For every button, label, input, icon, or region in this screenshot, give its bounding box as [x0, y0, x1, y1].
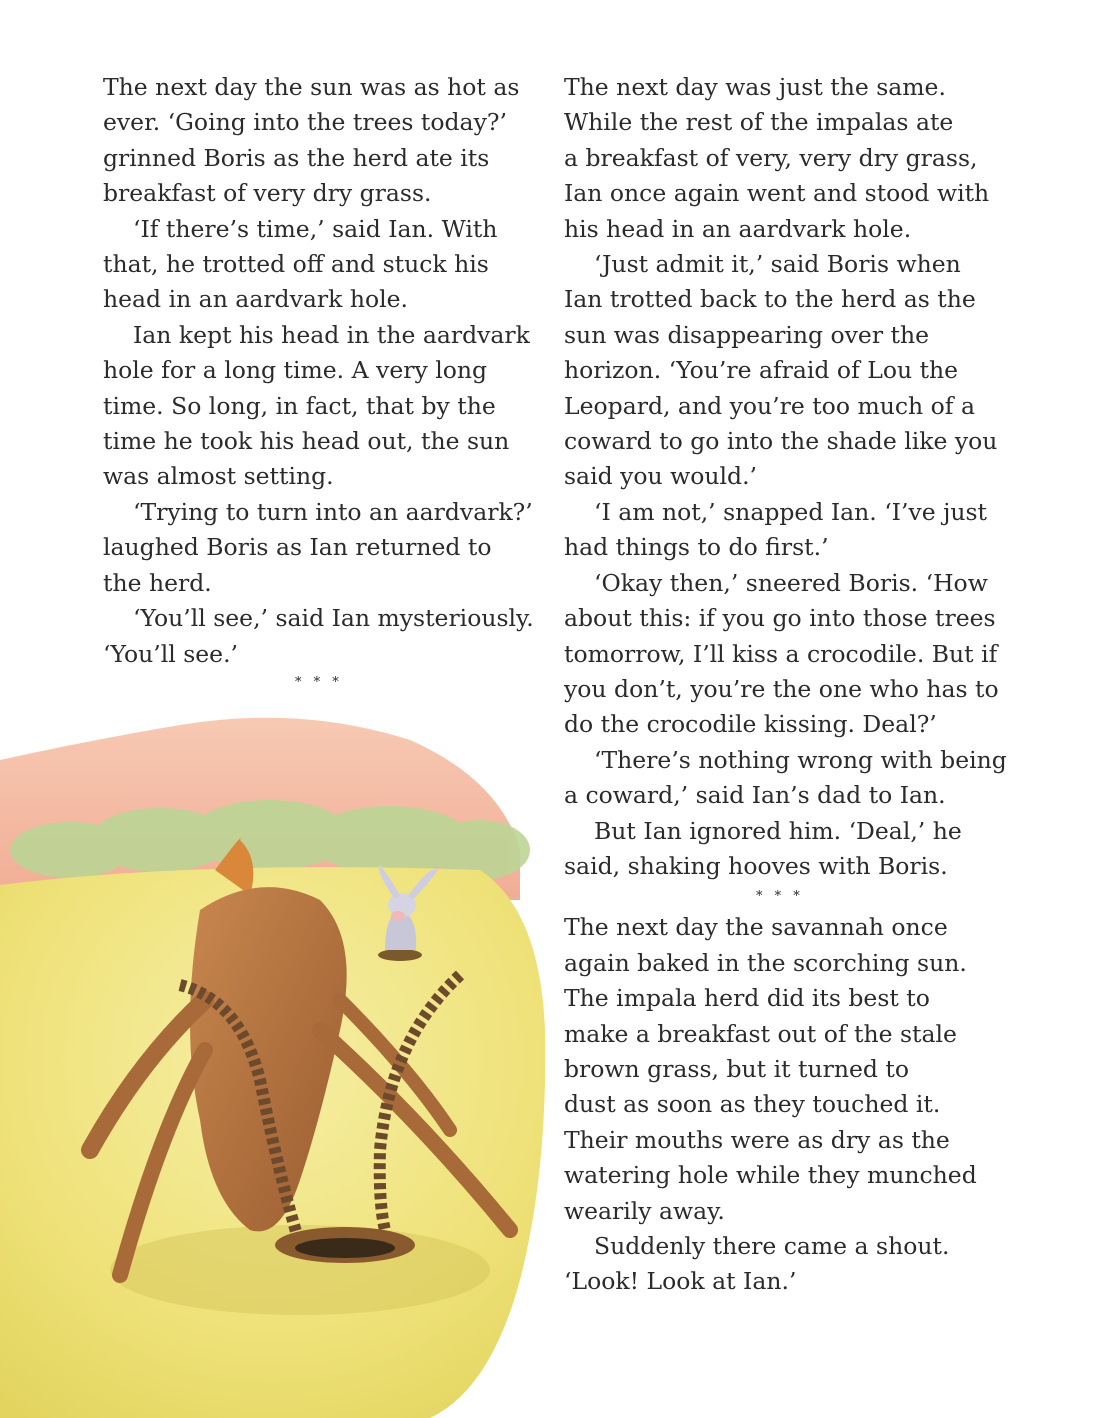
text-line: The next day the savannah once — [564, 913, 948, 942]
text-line: The next day was just the same. — [564, 73, 946, 101]
text-line: ‘There’s nothing wrong with being — [594, 745, 1007, 774]
text-line: Ian once again went and stood with — [564, 179, 990, 208]
left-text-column — [103, 70, 533, 694]
text-line: Their mouths were as dry as the — [564, 1125, 950, 1154]
text-line: While the rest of the impalas ate — [564, 108, 954, 137]
text-line: Suddenly there came a shout. — [594, 1232, 950, 1260]
text-line: ‘Just admit it,’ said Boris when — [594, 250, 961, 279]
text-line: brown grass, but it turned to — [564, 1054, 909, 1083]
text-line: head in an aardvark hole. — [103, 285, 409, 314]
text-line: that, he trotted off and stuck his — [103, 250, 489, 279]
text-line: ever. ‘Going into the trees today?’ — [103, 108, 507, 137]
text-line: his head in an aardvark hole. — [564, 214, 912, 243]
text-line: make a breakfast out of the stale — [564, 1019, 957, 1048]
text-line: But Ian ignored him. ‘Deal,’ he — [594, 816, 962, 845]
text-line: ‘Trying to turn into an aardvark?’ — [133, 497, 533, 526]
text-line: about this: if you go into those trees — [564, 604, 996, 633]
text-line: watering hole while they munched — [564, 1161, 977, 1190]
text-line: was almost setting. — [103, 462, 334, 491]
text-line: Ian trotted back to the herd as the — [564, 285, 976, 314]
text-line: wearily away. — [564, 1196, 725, 1225]
text-line: the herd. — [103, 568, 212, 597]
text-line: dust as soon as they touched it. — [564, 1090, 941, 1119]
text-line: you don’t, you’re the one who has to — [564, 674, 999, 703]
text-line: horizon. ‘You’re afraid of Lou the — [564, 356, 959, 385]
text-line: Ian kept his head in the aardvark — [133, 320, 530, 349]
text-line: ‘I am not,’ snapped Ian. ‘I’ve just — [594, 497, 988, 526]
text-line: time he took his head out, the sun — [103, 427, 510, 456]
text-line: coward to go into the shade like you — [564, 427, 998, 456]
right-text-column — [564, 70, 1007, 1300]
text-line: a coward,’ said Ian’s dad to Ian. — [564, 781, 946, 810]
text-line: grinned Boris as the herd ate its — [103, 143, 490, 172]
text-line: again baked in the scorching sun. — [564, 948, 967, 977]
text-line: ‘You’ll see,’ said Ian mysteriously. — [133, 604, 534, 633]
text-line: Leopard, and you’re too much of a — [564, 391, 975, 420]
text-line: had things to do first.’ — [564, 533, 829, 562]
text-line: said, shaking hooves with Boris. — [564, 851, 948, 880]
text-line: a breakfast of very, very dry grass, — [564, 143, 978, 172]
text-line: breakfast of very dry grass. — [103, 179, 432, 208]
text-line: time. So long, in fact, that by the — [103, 391, 496, 420]
text-line: The next day the sun was as hot as — [103, 73, 520, 101]
text-line: tomorrow, I’ll kiss a crocodile. But if — [564, 639, 998, 668]
text-line: sun was disappearing over the — [564, 320, 930, 349]
text-line: ‘You’ll see.’ — [103, 639, 239, 668]
illustration-impala-in-aardvark-hole — [0, 700, 560, 1418]
text-line: The impala herd did its best to — [564, 984, 930, 1013]
text-line: ‘If there’s time,’ said Ian. With — [133, 214, 498, 243]
text-line: ‘Look! Look at Ian.’ — [564, 1267, 797, 1296]
text-line: laughed Boris as Ian returned to — [103, 533, 492, 562]
text-line: said you would.’ — [564, 462, 758, 491]
text-line: ‘Okay then,’ sneered Boris. ‘How — [594, 568, 988, 597]
text-line: hole for a long time. A very long — [103, 356, 488, 385]
section-separator: * * * — [756, 889, 804, 905]
text-line: do the crocodile kissing. Deal?’ — [564, 710, 937, 739]
section-separator: * * * — [295, 674, 343, 690]
